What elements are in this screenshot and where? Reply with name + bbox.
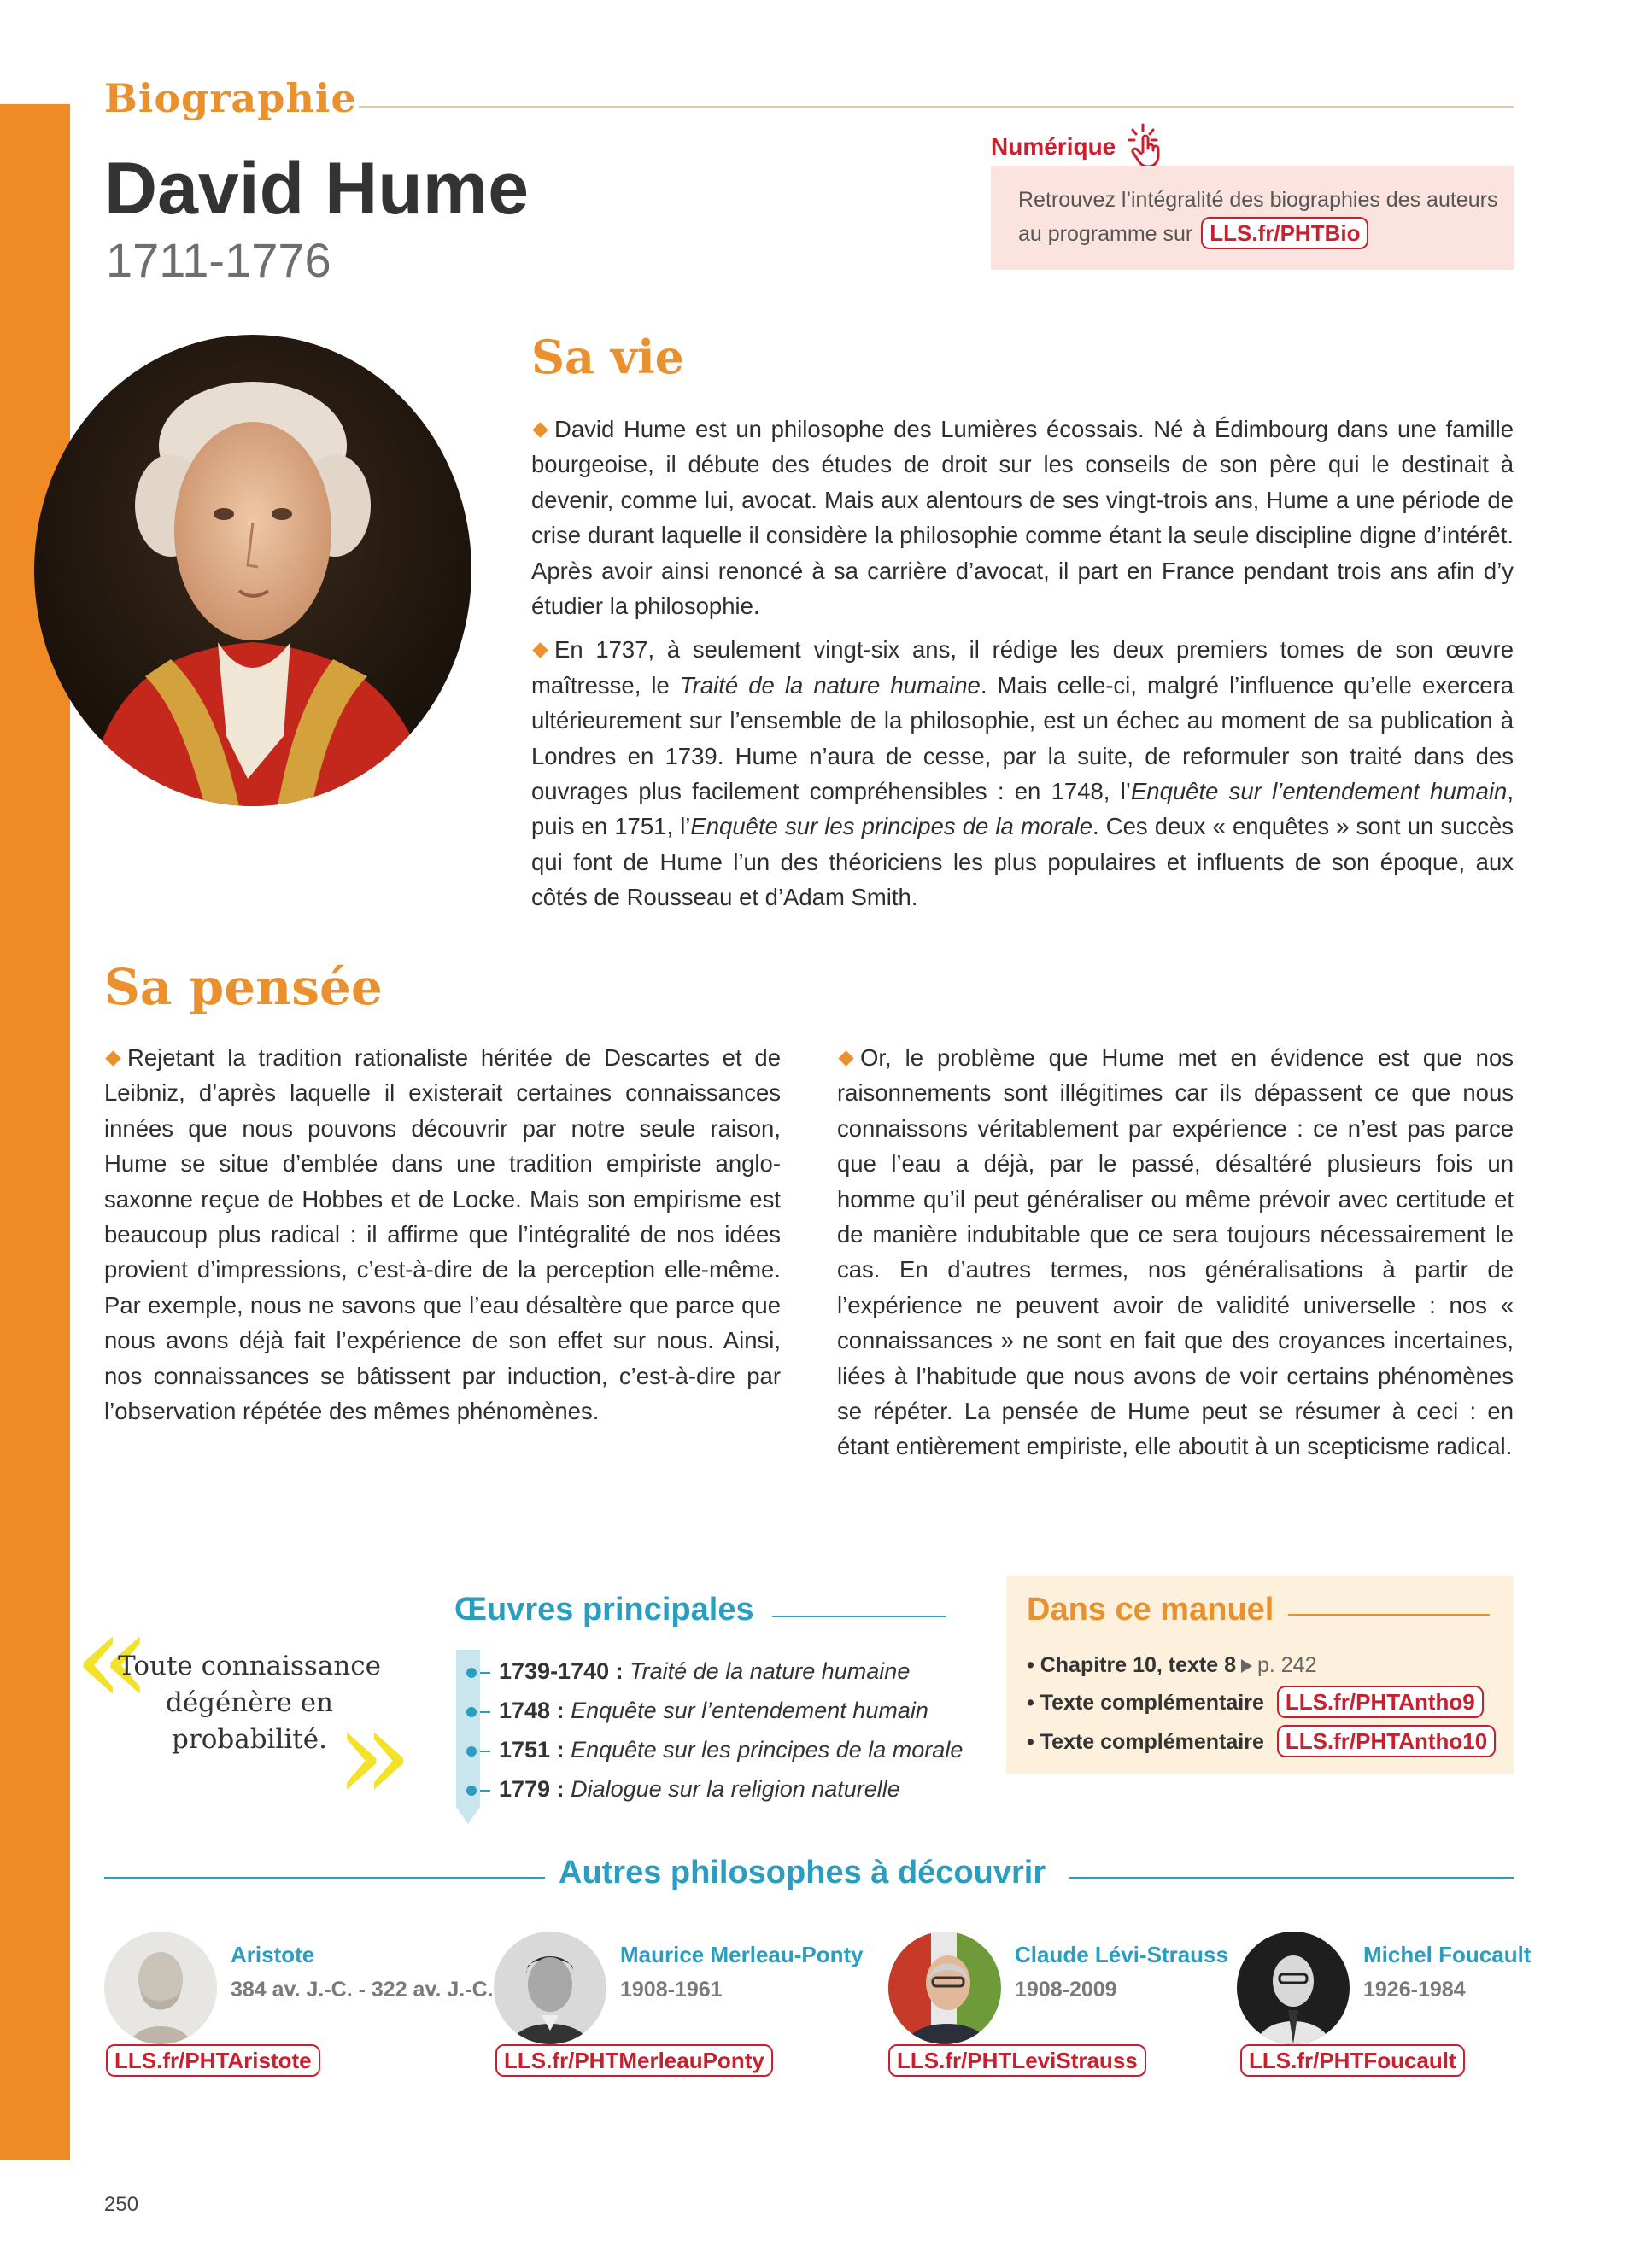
- sa-vie-text: [531, 412, 1514, 924]
- timeline-dot-icon: [466, 1668, 477, 1678]
- link-levi-strauss[interactable]: LLS.fr/PHTLeviStrauss: [888, 2044, 1146, 2077]
- autres-philosophes-title: Autres philosophes à découvrir: [559, 1855, 1046, 1891]
- photo-merleau-ponty: [494, 1932, 606, 2044]
- section-title-sa-vie: Sa vie: [531, 330, 685, 384]
- life-dates: 1711-1776: [106, 233, 331, 287]
- link-antho9[interactable]: LLS.fr/PHTAntho9: [1277, 1686, 1484, 1718]
- timeline-dot-icon: [466, 1707, 477, 1717]
- autres-rule-right: [1069, 1877, 1514, 1879]
- sa-pensee-column-2: Or, le problème que Hume met en évidence est que nos raisonnements sont illégitimes car ils dépassent ce que nous connaissons véritablement par expérience : ce n’est pas parce que l’eau a déjà, par le passé, désaltéré plusieurs fois un homme qu’il peut généraliser ou même prévoir avec certitude et de manière indubitable que ce sera toujours nécessairement le cas. En d’autres termes, nos généralisations à partir de l’expérience ne peuvent avoir de validité universelle : nos « connaissances » ne sont en fait que des croyances incertaines, liées à l’habitude que nous avons de voir certains phénomènes se répéter. La pensée de Hume peut se résumer à ceci : en étant entièrement empiriste, elle aboutit à un scepticisme radical.: [837, 1044, 1514, 1460]
- pointing-hand-icon: [1126, 121, 1172, 169]
- philosopher-dates: 1908-1961: [620, 1978, 723, 2002]
- open-quote-mark: «: [73, 1585, 152, 1733]
- autres-rule-left: [104, 1877, 545, 1879]
- oeuvre-item: 1748 : Enquête sur l’entendement humain: [466, 1698, 928, 1724]
- link-aristote[interactable]: LLS.fr/PHTAristote: [106, 2044, 320, 2077]
- link-antho10[interactable]: LLS.fr/PHTAntho10: [1277, 1725, 1496, 1757]
- philosopher-name: Michel Foucault: [1363, 1942, 1532, 1967]
- dans-ce-manuel-title: Dans ce manuel: [1027, 1592, 1274, 1628]
- close-quote-mark: »: [335, 1681, 413, 1829]
- oeuvre-item: 1779 : Dialogue sur la religion naturelle: [466, 1776, 900, 1803]
- oeuvre-item: 1739-1740 : Traité de la nature humaine: [466, 1658, 910, 1685]
- philosopher-dates: 1908-2009: [1015, 1978, 1117, 2002]
- portrait-david-hume: [34, 335, 472, 806]
- section-title-sa-pensee: Sa pensée: [104, 958, 383, 1016]
- manuel-item-chapitre: • Chapitre 10, texte 8 p. 242: [1027, 1653, 1317, 1677]
- diamond-bullet-icon: [532, 642, 548, 658]
- timeline-arrow-icon: [456, 1807, 480, 1824]
- diamond-bullet-icon: [105, 1050, 120, 1066]
- header-rule: [359, 106, 1514, 108]
- photo-aristote: [104, 1932, 217, 2044]
- link-foucault[interactable]: LLS.fr/PHTFoucault: [1240, 2044, 1465, 2077]
- philosopher-name: Claude Lévi-Strauss: [1015, 1942, 1228, 1967]
- sa-vie-paragraph-2: En 1737, à seulement vingt-six ans, il rédige les deux premiers tomes de son œuvre maîtresse, le Traité de la nature humaine. Mais celle-ci, malgré l’influence qu’elle exercera ultérieurement sur l’ensemble de la philosophie, est un échec au moment de sa publication à Londres en 1739. Hume n’aura de cesse, par la suite, de reformuler son traité dans des ouvrages plus facilement compréhensibles : en 1748, l’Enquête sur l’entendement humain, puis en 1751, l’Enquête sur les principes de la morale. Ces deux « enquêtes » sont un succès qui font de Hume l’un des théoriciens les plus populaires et influents de son époque, aux côtés de Rousseau et d’Adam Smith.: [531, 636, 1514, 911]
- section-label: Biographie: [104, 75, 357, 121]
- quote-text: Toute connaissance dégénère en probabilité.: [118, 1651, 381, 1755]
- philosopher-dates: 384 av. J.-C. - 322 av. J.-C.: [231, 1978, 494, 2002]
- page-number: 250: [104, 2193, 139, 2216]
- numerique-label: Numérique: [991, 133, 1116, 160]
- numerique-link[interactable]: LLS.fr/PHTBio: [1201, 217, 1368, 249]
- oeuvres-rule: [772, 1616, 946, 1617]
- arrow-right-icon: [1241, 1659, 1252, 1673]
- oeuvre-item: 1751 : Enquête sur les principes de la morale: [466, 1737, 963, 1763]
- philosopher-dates: 1926-1984: [1363, 1978, 1466, 2002]
- oeuvres-title: Œuvres principales: [454, 1592, 754, 1628]
- photo-foucault: [1237, 1932, 1350, 2044]
- numerique-text: Retrouvez l’intégralité des biographies des auteurs au programme sur: [1018, 188, 1498, 246]
- manuel-item-texte-10: • Texte complémentaire LLS.fr/PHTAntho10: [1027, 1725, 1496, 1757]
- timeline-dot-icon: [466, 1786, 477, 1796]
- manuel-item-texte-9: • Texte complémentaire LLS.fr/PHTAntho9: [1027, 1686, 1484, 1718]
- diamond-bullet-icon: [532, 422, 548, 437]
- philosopher-name: Maurice Merleau-Ponty: [620, 1942, 864, 1967]
- philosopher-name: Aristote: [231, 1942, 315, 1967]
- page-title: David Hume: [104, 148, 530, 230]
- sa-vie-paragraph-1: David Hume est un philosophe des Lumières écossais. Né à Édimbourg dans une famille bourgeoise, il débute des études de droit sur les conseils de son père qui le destinait à devenir, comme lui, avocat. Mais aux alentours de ses vingt-trois ans, Hume a une période de crise durant laquelle il considère la philosophie comme étant la seule discipline digne d’intérêt. Après avoir ainsi renoncé à sa carrière d’avocat, il part en France pendant trois ans afin d’y étudier la philosophie.: [531, 416, 1514, 620]
- orange-side-bar: [0, 104, 70, 2160]
- manuel-rule: [1288, 1614, 1490, 1616]
- diamond-bullet-icon: [838, 1050, 853, 1066]
- photo-levi-strauss: [888, 1932, 1001, 2044]
- timeline-dot-icon: [466, 1746, 477, 1757]
- sa-pensee-column-1: Rejetant la tradition rationaliste héritée de Descartes et de Leibniz, d’après laquelle il existerait certaines connaissances innées que nous pouvons découvrir par notre seule raison, Hume se situe d’emblée dans une tradition empiriste anglo-saxonne reçue de Hobbes et de Locke. Mais son empirisme est beaucoup plus radical : il affirme que l’intégralité de nos idées provient d’impressions, c’est-à-dire de la perception elle-même. Par exemple, nous ne savons que l’eau désaltère que parce que nous avons déjà fait l’expérience de son effet sur nous. Ainsi, nos connaissances se bâtissent par induction, c’est-à-dire par l’observation répétée des mêmes phénomènes.: [104, 1044, 781, 1425]
- link-merleau-ponty[interactable]: LLS.fr/PHTMerleauPonty: [495, 2044, 773, 2077]
- numerique-box: [991, 166, 1514, 270]
